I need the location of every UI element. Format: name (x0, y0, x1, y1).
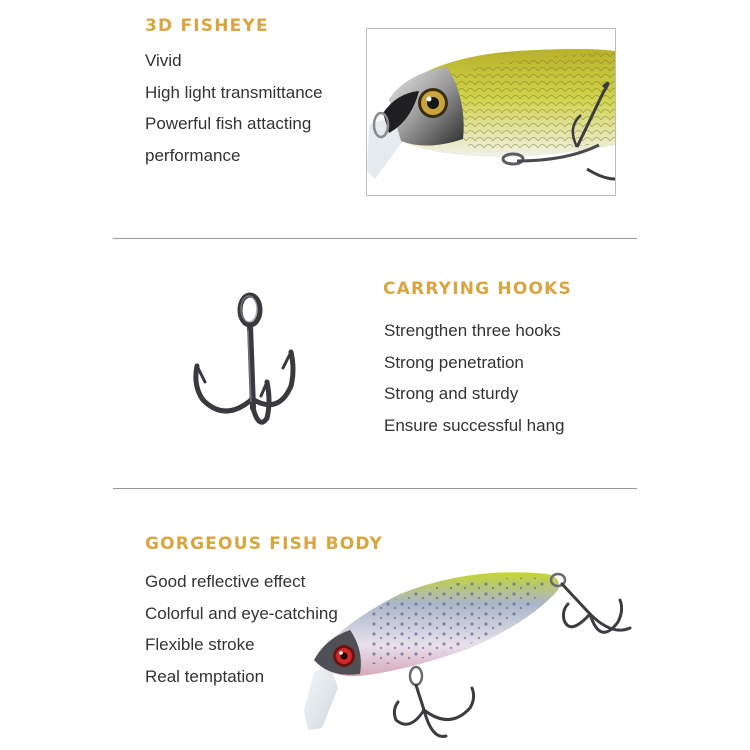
feature-item: Strengthen three hooks (384, 321, 561, 340)
feature-item: performance (145, 145, 241, 165)
section-divider (113, 238, 637, 239)
feature-item: Flexible stroke (145, 635, 255, 654)
section-heading: CARRYING HOOKS (383, 279, 572, 299)
feature-item: Strong penetration (384, 352, 524, 372)
section-heading: 3D FISHEYE (145, 16, 269, 36)
treble-hook-photo (175, 290, 305, 435)
section-divider (113, 488, 637, 489)
feature-item: Vivid (145, 51, 182, 70)
feature-list (145, 45, 323, 171)
feature-item: Colorful and eye-catching (145, 603, 338, 623)
feature-item: Strong and sturdy (384, 384, 519, 403)
feature-list (384, 315, 565, 441)
feature-item: High light transmittance (145, 82, 323, 102)
lure-body-photo (300, 560, 640, 745)
feature-item: Real temptation (145, 666, 265, 686)
feature-item: Ensure successful hang (384, 415, 565, 435)
fisheye-closeup-photo (366, 28, 616, 196)
feature-item: Good reflective effect (145, 572, 306, 591)
section-heading: GORGEOUS FISH BODY (145, 534, 384, 554)
feature-item: Powerful fish attacting (145, 114, 312, 133)
